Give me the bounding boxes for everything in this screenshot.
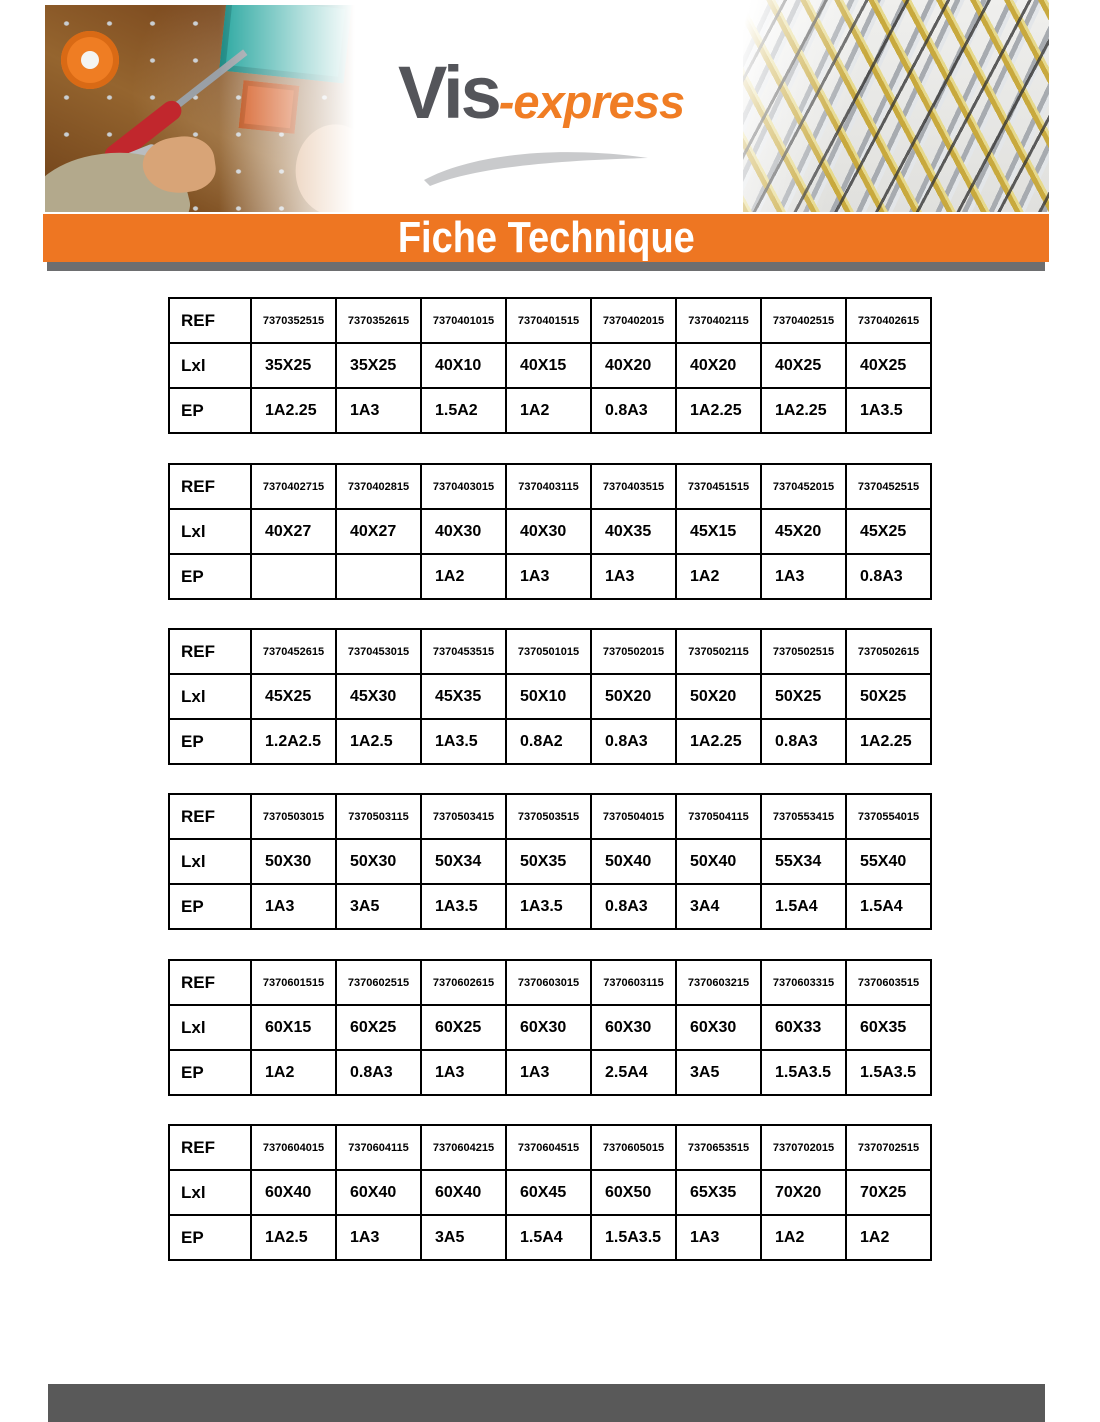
ref-cell: 7370502515: [761, 629, 846, 674]
lxl-cell: 40X27: [336, 509, 421, 554]
row-label-ep: EP: [169, 1050, 251, 1095]
row-label-ep: EP: [169, 388, 251, 433]
ref-cell: 7370453515: [421, 629, 506, 674]
screw-organizer-box: [219, 5, 352, 83]
row-label-ep: EP: [169, 884, 251, 929]
ep-cell: 1A3: [676, 1215, 761, 1260]
ref-cell: 7370403515: [591, 464, 676, 509]
lxl-cell: 70X20: [761, 1170, 846, 1215]
ref-row: [169, 629, 931, 674]
ep-cell: 1.5A3.5: [761, 1050, 846, 1095]
ep-cell: [336, 554, 421, 599]
ref-cell: 7370352515: [251, 298, 336, 343]
ep-cell: 0.8A3: [591, 884, 676, 929]
ref-cell: 7370501015: [506, 629, 591, 674]
lxl-cell: 60X25: [421, 1005, 506, 1050]
tape-measure-center: [81, 51, 99, 69]
ref-cell: 7370503015: [251, 794, 336, 839]
ref-cell: 7370603015: [506, 960, 591, 1005]
ep-cell: 1A3: [761, 554, 846, 599]
ref-cell: 7370402615: [846, 298, 931, 343]
ref-cell: 7370401515: [506, 298, 591, 343]
lxl-cell: 65X35: [676, 1170, 761, 1215]
ep-cell: 1.5A4: [761, 884, 846, 929]
ep-cell: 1A2.25: [251, 388, 336, 433]
logo-text-express: -express: [498, 75, 685, 128]
lxl-cell: 60X30: [676, 1005, 761, 1050]
lxl-cell: 40X10: [421, 343, 506, 388]
ep-cell: 0.8A3: [591, 719, 676, 764]
ep-cell: 0.8A2: [506, 719, 591, 764]
ref-cell: 7370403015: [421, 464, 506, 509]
lxl-cell: 40X15: [506, 343, 591, 388]
lxl-cell: 40X20: [591, 343, 676, 388]
ep-row: [169, 1215, 931, 1260]
lxl-cell: 50X34: [421, 839, 506, 884]
ref-cell: 7370554015: [846, 794, 931, 839]
ep-cell: 0.8A3: [336, 1050, 421, 1095]
row-label-ep: EP: [169, 719, 251, 764]
lxl-cell: 60X40: [336, 1170, 421, 1215]
lxl-cell: 45X25: [846, 509, 931, 554]
lxl-cell: 60X40: [421, 1170, 506, 1215]
ep-cell: 2.5A4: [591, 1050, 676, 1095]
ref-cell: 7370702515: [846, 1125, 931, 1170]
lxl-cell: 45X15: [676, 509, 761, 554]
ref-cell: 7370702015: [761, 1125, 846, 1170]
ref-cell: 7370401015: [421, 298, 506, 343]
ep-cell: [251, 554, 336, 599]
lxl-cell: 60X15: [251, 1005, 336, 1050]
ep-cell: 1A3: [506, 554, 591, 599]
ref-cell: 7370402815: [336, 464, 421, 509]
ep-cell: 1A3.5: [421, 719, 506, 764]
ep-cell: 3A5: [336, 884, 421, 929]
row-label-ref: REF: [169, 464, 251, 509]
banner: [43, 214, 1049, 262]
worker-sleeve: [45, 135, 196, 212]
footer-bar: [48, 1384, 1045, 1422]
ref-cell: 7370604515: [506, 1125, 591, 1170]
ref-cell: 7370402715: [251, 464, 336, 509]
lxl-cell: 50X20: [676, 674, 761, 719]
ep-cell: 1A3: [591, 554, 676, 599]
row-label-lxl: Lxl: [169, 839, 251, 884]
ep-cell: 1.2A2.5: [251, 719, 336, 764]
ref-row: [169, 794, 931, 839]
ref-cell: 7370604015: [251, 1125, 336, 1170]
ep-cell: 0.8A3: [591, 388, 676, 433]
lxl-row: [169, 343, 931, 388]
ref-cell: 7370603115: [591, 960, 676, 1005]
lxl-cell: 35X25: [251, 343, 336, 388]
ref-cell: 7370504015: [591, 794, 676, 839]
logo-swoosh-icon: [416, 146, 656, 188]
ep-cell: 1A3.5: [506, 884, 591, 929]
ref-cell: 7370453015: [336, 629, 421, 674]
ref-row: [169, 298, 931, 343]
lxl-row: [169, 1170, 931, 1215]
ep-cell: 1A2: [676, 554, 761, 599]
lxl-cell: 50X40: [591, 839, 676, 884]
row-label-ref: REF: [169, 298, 251, 343]
ep-cell: 1A2.25: [676, 719, 761, 764]
ref-cell: 7370502115: [676, 629, 761, 674]
row-label-ref: REF: [169, 629, 251, 674]
ep-cell: 0.8A3: [761, 719, 846, 764]
ep-cell: 1A3: [506, 1050, 591, 1095]
row-label-ref: REF: [169, 794, 251, 839]
ep-cell: 1A3: [251, 884, 336, 929]
ep-cell: 1A2: [846, 1215, 931, 1260]
lxl-cell: 55X34: [761, 839, 846, 884]
ref-cell: 7370503515: [506, 794, 591, 839]
screwdriver-handle: [101, 97, 186, 169]
lxl-cell: 60X30: [506, 1005, 591, 1050]
ref-cell: 7370653515: [676, 1125, 761, 1170]
lxl-cell: 55X40: [846, 839, 931, 884]
ref-cell: 7370452515: [846, 464, 931, 509]
ep-cell: 1.5A4: [506, 1215, 591, 1260]
lxl-row: [169, 839, 931, 884]
lxl-cell: 50X25: [846, 674, 931, 719]
ep-cell: 1A3.5: [421, 884, 506, 929]
lxl-cell: 40X25: [846, 343, 931, 388]
spec-table-6: [168, 1124, 932, 1261]
ref-cell: 7370452615: [251, 629, 336, 674]
ep-cell: 1A2.5: [336, 719, 421, 764]
banner-underline-bar: [47, 262, 1045, 271]
screws-photo: [743, 0, 1049, 212]
ep-row: [169, 1050, 931, 1095]
ref-cell: 7370504115: [676, 794, 761, 839]
spec-table-1: [168, 297, 932, 434]
ref-cell: 7370503415: [421, 794, 506, 839]
lxl-cell: 40X27: [251, 509, 336, 554]
ref-cell: 7370402515: [761, 298, 846, 343]
lxl-cell: 50X30: [336, 839, 421, 884]
ep-cell: 1.5A4: [846, 884, 931, 929]
ep-cell: 1A2: [421, 554, 506, 599]
ref-cell: 7370402015: [591, 298, 676, 343]
ep-row: [169, 388, 931, 433]
lxl-cell: 45X35: [421, 674, 506, 719]
lxl-cell: 60X25: [336, 1005, 421, 1050]
lxl-cell: 60X30: [591, 1005, 676, 1050]
lxl-cell: 70X25: [846, 1170, 931, 1215]
lxl-cell: 40X35: [591, 509, 676, 554]
tape-measure-icon: [61, 31, 119, 89]
lxl-cell: 60X33: [761, 1005, 846, 1050]
lxl-row: [169, 1005, 931, 1050]
ep-row: [169, 719, 931, 764]
ep-row: [169, 554, 931, 599]
lxl-cell: 40X25: [761, 343, 846, 388]
ep-cell: 1A2: [251, 1050, 336, 1095]
ref-cell: 7370603215: [676, 960, 761, 1005]
ep-cell: 1A2.25: [761, 388, 846, 433]
ref-cell: 7370605015: [591, 1125, 676, 1170]
ep-cell: 1A3: [336, 388, 421, 433]
ref-cell: 7370503115: [336, 794, 421, 839]
orange-screw-bin: [239, 80, 300, 134]
spec-table-5: [168, 959, 932, 1096]
ref-cell: 7370502015: [591, 629, 676, 674]
ref-cell: 7370601515: [251, 960, 336, 1005]
ref-cell: 7370603515: [846, 960, 931, 1005]
lxl-row: [169, 509, 931, 554]
ep-cell: 1A3.5: [846, 388, 931, 433]
workbench-photo: [45, 5, 361, 212]
ref-cell: 7370604115: [336, 1125, 421, 1170]
lxl-cell: 35X25: [336, 343, 421, 388]
row-label-ref: REF: [169, 1125, 251, 1170]
lxl-row: [169, 674, 931, 719]
ep-cell: 1.5A3.5: [591, 1215, 676, 1260]
vis-express-logo: [398, 50, 698, 180]
page-title: Fiche Technique: [397, 213, 695, 262]
wrench-icon: [51, 142, 159, 195]
lxl-cell: 45X25: [251, 674, 336, 719]
ep-cell: 3A5: [421, 1215, 506, 1260]
ref-row: [169, 1125, 931, 1170]
ep-cell: 1.5A2: [421, 388, 506, 433]
ref-cell: 7370553415: [761, 794, 846, 839]
spec-table-3: [168, 628, 932, 765]
ref-cell: 7370403115: [506, 464, 591, 509]
row-label-ep: EP: [169, 554, 251, 599]
ep-cell: 3A5: [676, 1050, 761, 1095]
ref-cell: 7370602515: [336, 960, 421, 1005]
ep-cell: 1A2: [506, 388, 591, 433]
row-label-lxl: Lxl: [169, 1170, 251, 1215]
lxl-cell: 40X30: [506, 509, 591, 554]
row-label-lxl: Lxl: [169, 674, 251, 719]
worker-hand-right: [282, 114, 361, 212]
ep-cell: 0.8A3: [846, 554, 931, 599]
ep-row: [169, 884, 931, 929]
ref-cell: 7370451515: [676, 464, 761, 509]
ep-cell: 1A2.25: [846, 719, 931, 764]
lxl-cell: 50X35: [506, 839, 591, 884]
spec-table-4: [168, 793, 932, 930]
lxl-cell: 45X30: [336, 674, 421, 719]
logo-text-vis: Vis: [398, 51, 499, 134]
lxl-cell: 45X20: [761, 509, 846, 554]
lxl-cell: 60X45: [506, 1170, 591, 1215]
row-label-ep: EP: [169, 1215, 251, 1260]
ref-cell: 7370402115: [676, 298, 761, 343]
ep-cell: 1A2: [761, 1215, 846, 1260]
ref-cell: 7370603315: [761, 960, 846, 1005]
ep-cell: 1A2.5: [251, 1215, 336, 1260]
screwdriver-shaft: [171, 49, 248, 111]
lxl-cell: 50X20: [591, 674, 676, 719]
ep-cell: 1A2.25: [676, 388, 761, 433]
lxl-cell: 50X10: [506, 674, 591, 719]
ref-cell: 7370502615: [846, 629, 931, 674]
ref-cell: 7370602615: [421, 960, 506, 1005]
ref-row: [169, 464, 931, 509]
ep-cell: 1A3: [336, 1215, 421, 1260]
ref-cell: 7370452015: [761, 464, 846, 509]
lxl-cell: 50X40: [676, 839, 761, 884]
row-label-ref: REF: [169, 960, 251, 1005]
ep-cell: 3A4: [676, 884, 761, 929]
lxl-cell: 60X35: [846, 1005, 931, 1050]
spec-table-2: [168, 463, 932, 600]
row-label-lxl: Lxl: [169, 509, 251, 554]
ref-cell: 7370352615: [336, 298, 421, 343]
lxl-cell: 40X30: [421, 509, 506, 554]
lxl-cell: 40X20: [676, 343, 761, 388]
row-label-lxl: Lxl: [169, 343, 251, 388]
ep-cell: 1.5A3.5: [846, 1050, 931, 1095]
row-label-lxl: Lxl: [169, 1005, 251, 1050]
worker-hand: [139, 132, 218, 197]
ref-cell: 7370604215: [421, 1125, 506, 1170]
lxl-cell: 50X25: [761, 674, 846, 719]
ref-row: [169, 960, 931, 1005]
lxl-cell: 60X40: [251, 1170, 336, 1215]
lxl-cell: 60X50: [591, 1170, 676, 1215]
ep-cell: 1A3: [421, 1050, 506, 1095]
lxl-cell: 50X30: [251, 839, 336, 884]
